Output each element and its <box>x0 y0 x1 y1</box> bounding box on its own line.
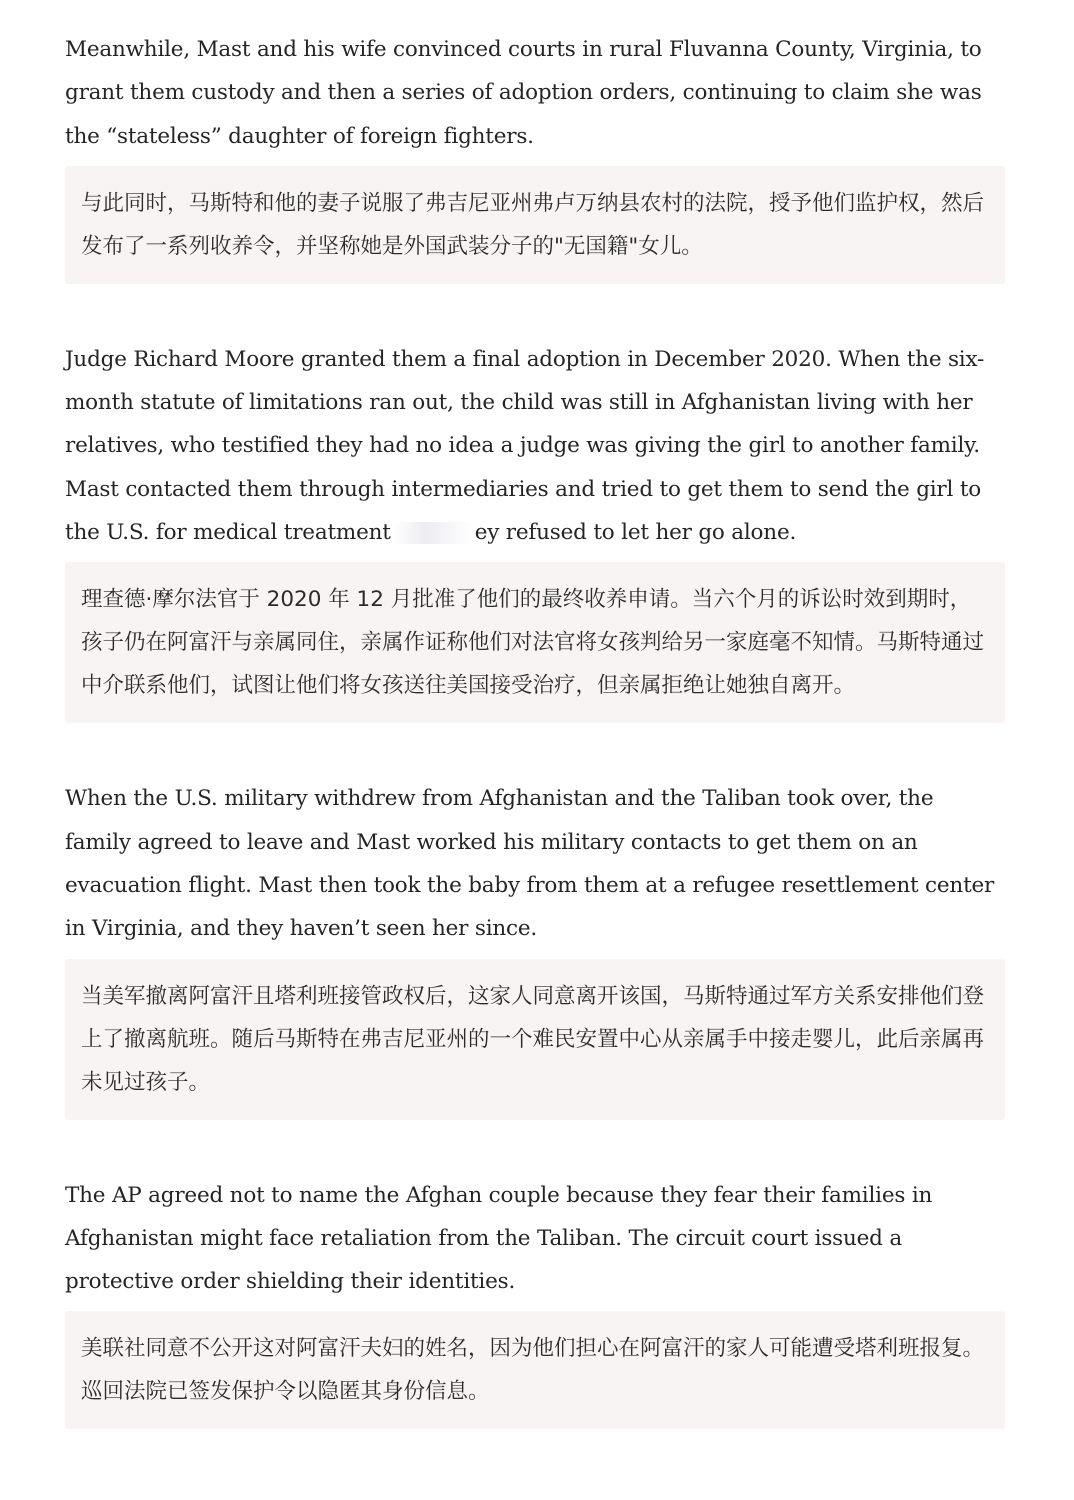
redacted-blur <box>393 522 473 544</box>
paragraph-2 <box>65 338 1005 723</box>
chinese-translation-box: 美联社同意不公开这对阿富汗夫妇的姓名，因为他们担心在阿富汗的家人可能遭受塔利班报复。巡回法院已签发保护令以隐匿其身份信息。 <box>65 1311 1005 1429</box>
paragraph-1 <box>65 28 1005 284</box>
chinese-translation-box: 当美军撤离阿富汗且塔利班接管政权后，这家人同意离开该国，马斯特通过军方关系安排他们登上了撤离航班。随后马斯特在弗吉尼亚州的一个难民安置中心从亲属手中接走婴儿，此后亲属再未见过孩子。 <box>65 959 1005 1120</box>
english-paragraph: The AP agreed not to name the Afghan couple because they fear their families in Afghanistan might face retaliation from the Taliban. The circuit court issued a protective order shielding their identities. <box>65 1182 933 1295</box>
article-body <box>65 28 1005 1429</box>
chinese-translation-box: 与此同时，马斯特和他的妻子说服了弗吉尼亚州弗卢万纳县农村的法院，授予他们监护权，然后发布了一系列收养令，并坚称她是外国武装分子的"无国籍"女儿。 <box>65 166 1005 284</box>
english-paragraph <box>65 338 1005 554</box>
english-text-before-blur: Judge Richard Moore granted them a final adoption in December 2020. When the six-month statute of limitations ran out, the child was still in Afghanistan living with her relatives, who testified they had no idea a judge was giving the girl to another family. Mast contacted them through intermediaries and tried to get them to send the girl to the U.S. for medical treatment <box>65 346 985 546</box>
chinese-translation-box: 理查德·摩尔法官于 2020 年 12 月批准了他们的最终收养申请。当六个月的诉讼时效到期时，孩子仍在阿富汗与亲属同住，亲属作证称他们对法官将女孩判给另一家庭毫不知情。马斯特通过中介联系他们，试图让他们将女孩送往美国接受治疗，但亲属拒绝让她独自离开。 <box>65 562 1005 723</box>
paragraph-4 <box>65 1174 1005 1430</box>
english-text-after-blur: ey refused to let her go alone. <box>474 520 797 546</box>
english-paragraph: When the U.S. military withdrew from Afghanistan and the Taliban took over, the family agreed to leave and Mast worked his military contacts to get them on an evacuation flight. Mast then took the baby from them at a refugee resettlement center in Virginia, and they haven’t seen her since. <box>65 786 995 942</box>
english-paragraph: Meanwhile, Mast and his wife convinced courts in rural Fluvanna County, Virginia, to grant them custody and then a series of adoption orders, continuing to claim she was the “stateless” daughter of foreign fighters. <box>65 37 982 149</box>
paragraph-3 <box>65 777 1005 1119</box>
